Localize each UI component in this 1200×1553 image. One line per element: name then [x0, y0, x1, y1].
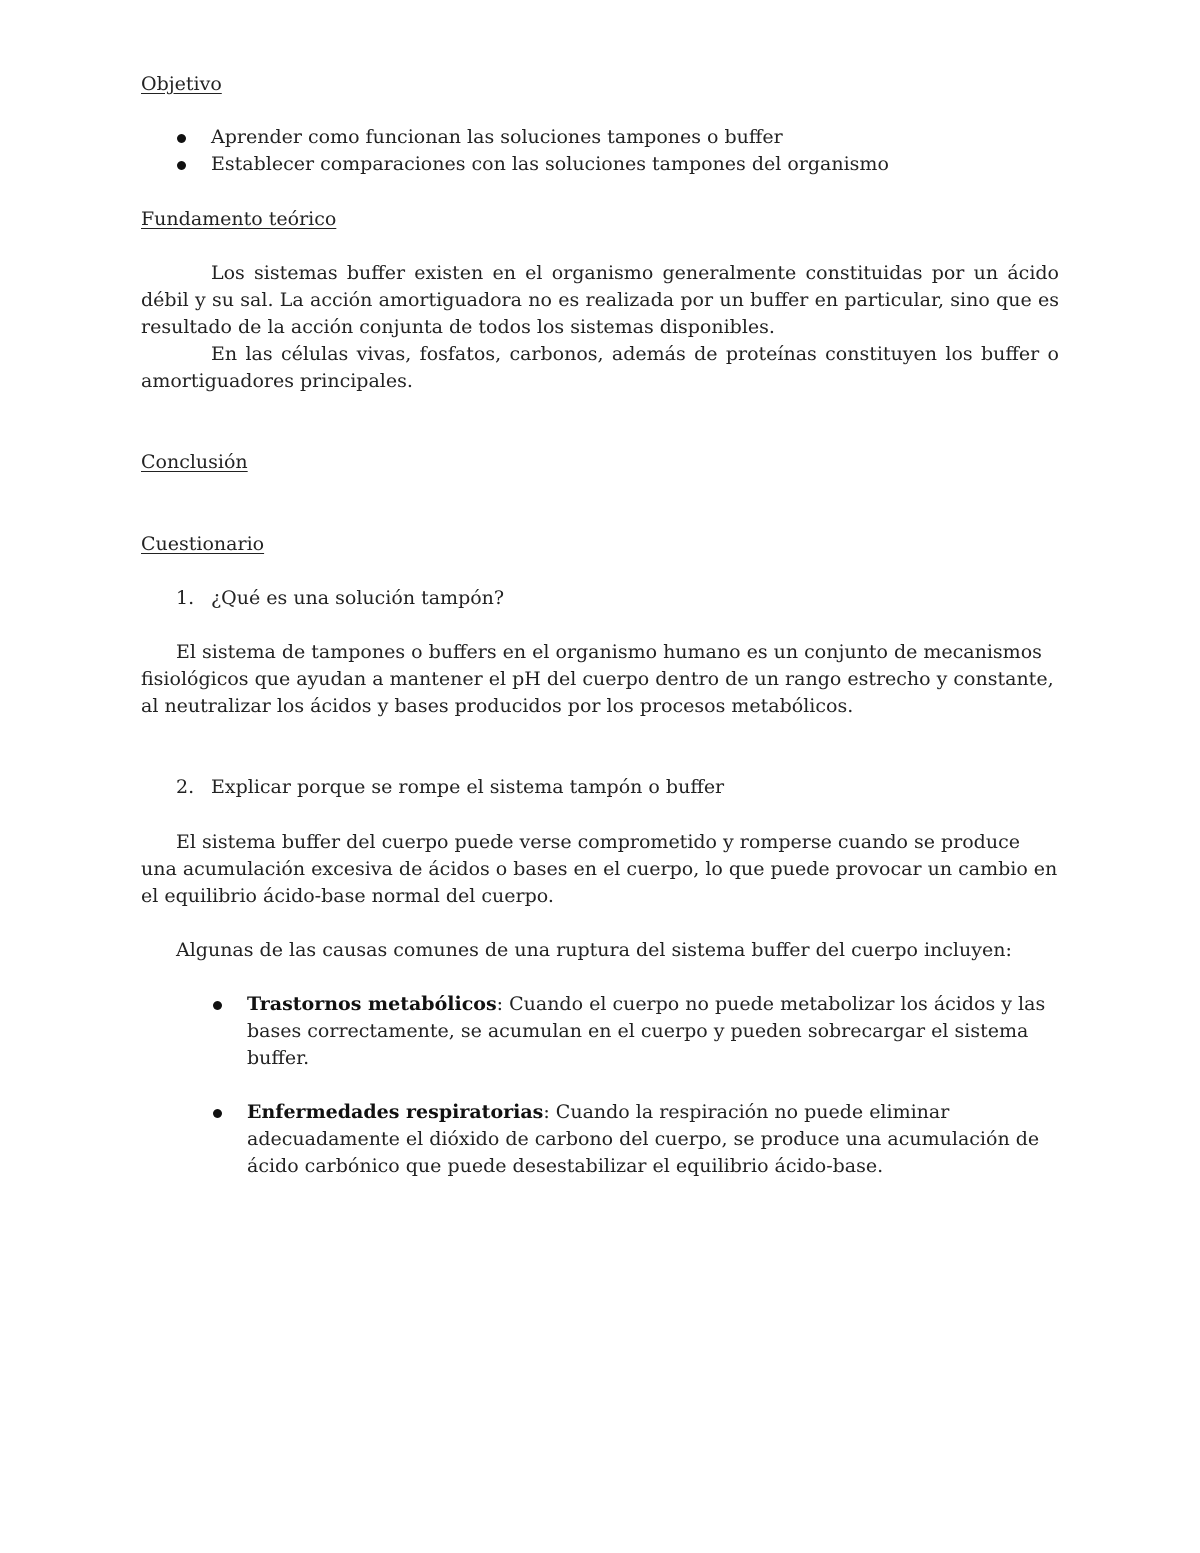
causes-list-block — [141, 991, 1059, 1180]
fundamento-heading: Fundamento teórico — [141, 208, 337, 230]
causes-intro: Algunas de las causas comunes de una ruptura del sistema buffer del cuerpo incluyen: — [176, 939, 1012, 961]
cause-term: Enfermedades respiratorias — [247, 1101, 544, 1123]
answer-1 — [141, 639, 1059, 720]
cuestionario-heading: Cuestionario — [141, 533, 265, 555]
cause-description: : Cuando la respiración no puede eliminar adecuadamente el dióxido de carbono del cuerpo, se produce una acumulación de ácido carbónico que puede desestabilizar el equilibrio ácido-base. — [247, 1101, 1040, 1177]
objetivo-list-block — [141, 124, 1059, 178]
cause-description: : Cuando el cuerpo no puede metabolizar los ácidos y las bases correctamente, se acumulan en el cuerpo y pueden sobrecargar el sistema buffer. — [247, 993, 1046, 1069]
objetivo-item: Aprender como funcionan las soluciones tampones o buffer — [141, 124, 1059, 151]
objetivo-list — [141, 124, 1059, 178]
answer-paragraph: El sistema de tampones o buffers en el organismo humano es un conjunto de mecanismos fisiológicos que ayudan a mantener el pH del cuerpo dentro de un rango estrecho y constante, al neutralizar los ácidos y bases producidos por los procesos metabólicos. — [141, 641, 1054, 717]
cause-item — [141, 1099, 1059, 1180]
cause-term: Trastornos metabólicos — [247, 993, 497, 1015]
answer-paragraph: El sistema buffer del cuerpo puede verse comprometido y romperse cuando se produce una acumulación excesiva de ácidos o bases en el cuerpo, lo que puede provocar un cambio en el equilibrio ácido-base normal del cuerpo. — [141, 831, 1058, 907]
objetivo-section — [141, 71, 1059, 98]
question-2 — [141, 774, 1059, 801]
causes-intro-block — [141, 937, 1059, 964]
question-text: Explicar porque se rompe el sistema tampón o buffer — [211, 776, 725, 798]
cuestionario-heading-block — [141, 531, 1059, 558]
cause-item — [141, 991, 1059, 1072]
objetivo-heading: Objetivo — [141, 73, 222, 95]
conclusion-heading: Conclusión — [141, 451, 248, 473]
objetivo-item: Establecer comparaciones con las soluciones tampones del organismo — [141, 151, 1059, 178]
fundamento-body — [141, 260, 1059, 395]
question-number: 2. — [176, 776, 195, 798]
causes-list — [141, 991, 1059, 1180]
fundamento-paragraph: En las células vivas, fosfatos, carbonos, además de proteínas constituyen los buffer o amortiguadores principales. — [141, 343, 1059, 392]
question-1 — [141, 585, 1059, 612]
question-text: ¿Qué es una solución tampón? — [211, 587, 505, 609]
fundamento-heading-block — [141, 206, 1059, 233]
conclusion-heading-block — [141, 449, 1059, 476]
answer-2 — [141, 829, 1059, 910]
question-number: 1. — [176, 587, 195, 609]
fundamento-paragraph: Los sistemas buffer existen en el organismo generalmente constituidas por un ácido débil y su sal. La acción amortiguadora no es realizada por un buffer en particular, sino que es resultado de la acción conjunta de todos los sistemas disponibles. — [141, 262, 1059, 338]
